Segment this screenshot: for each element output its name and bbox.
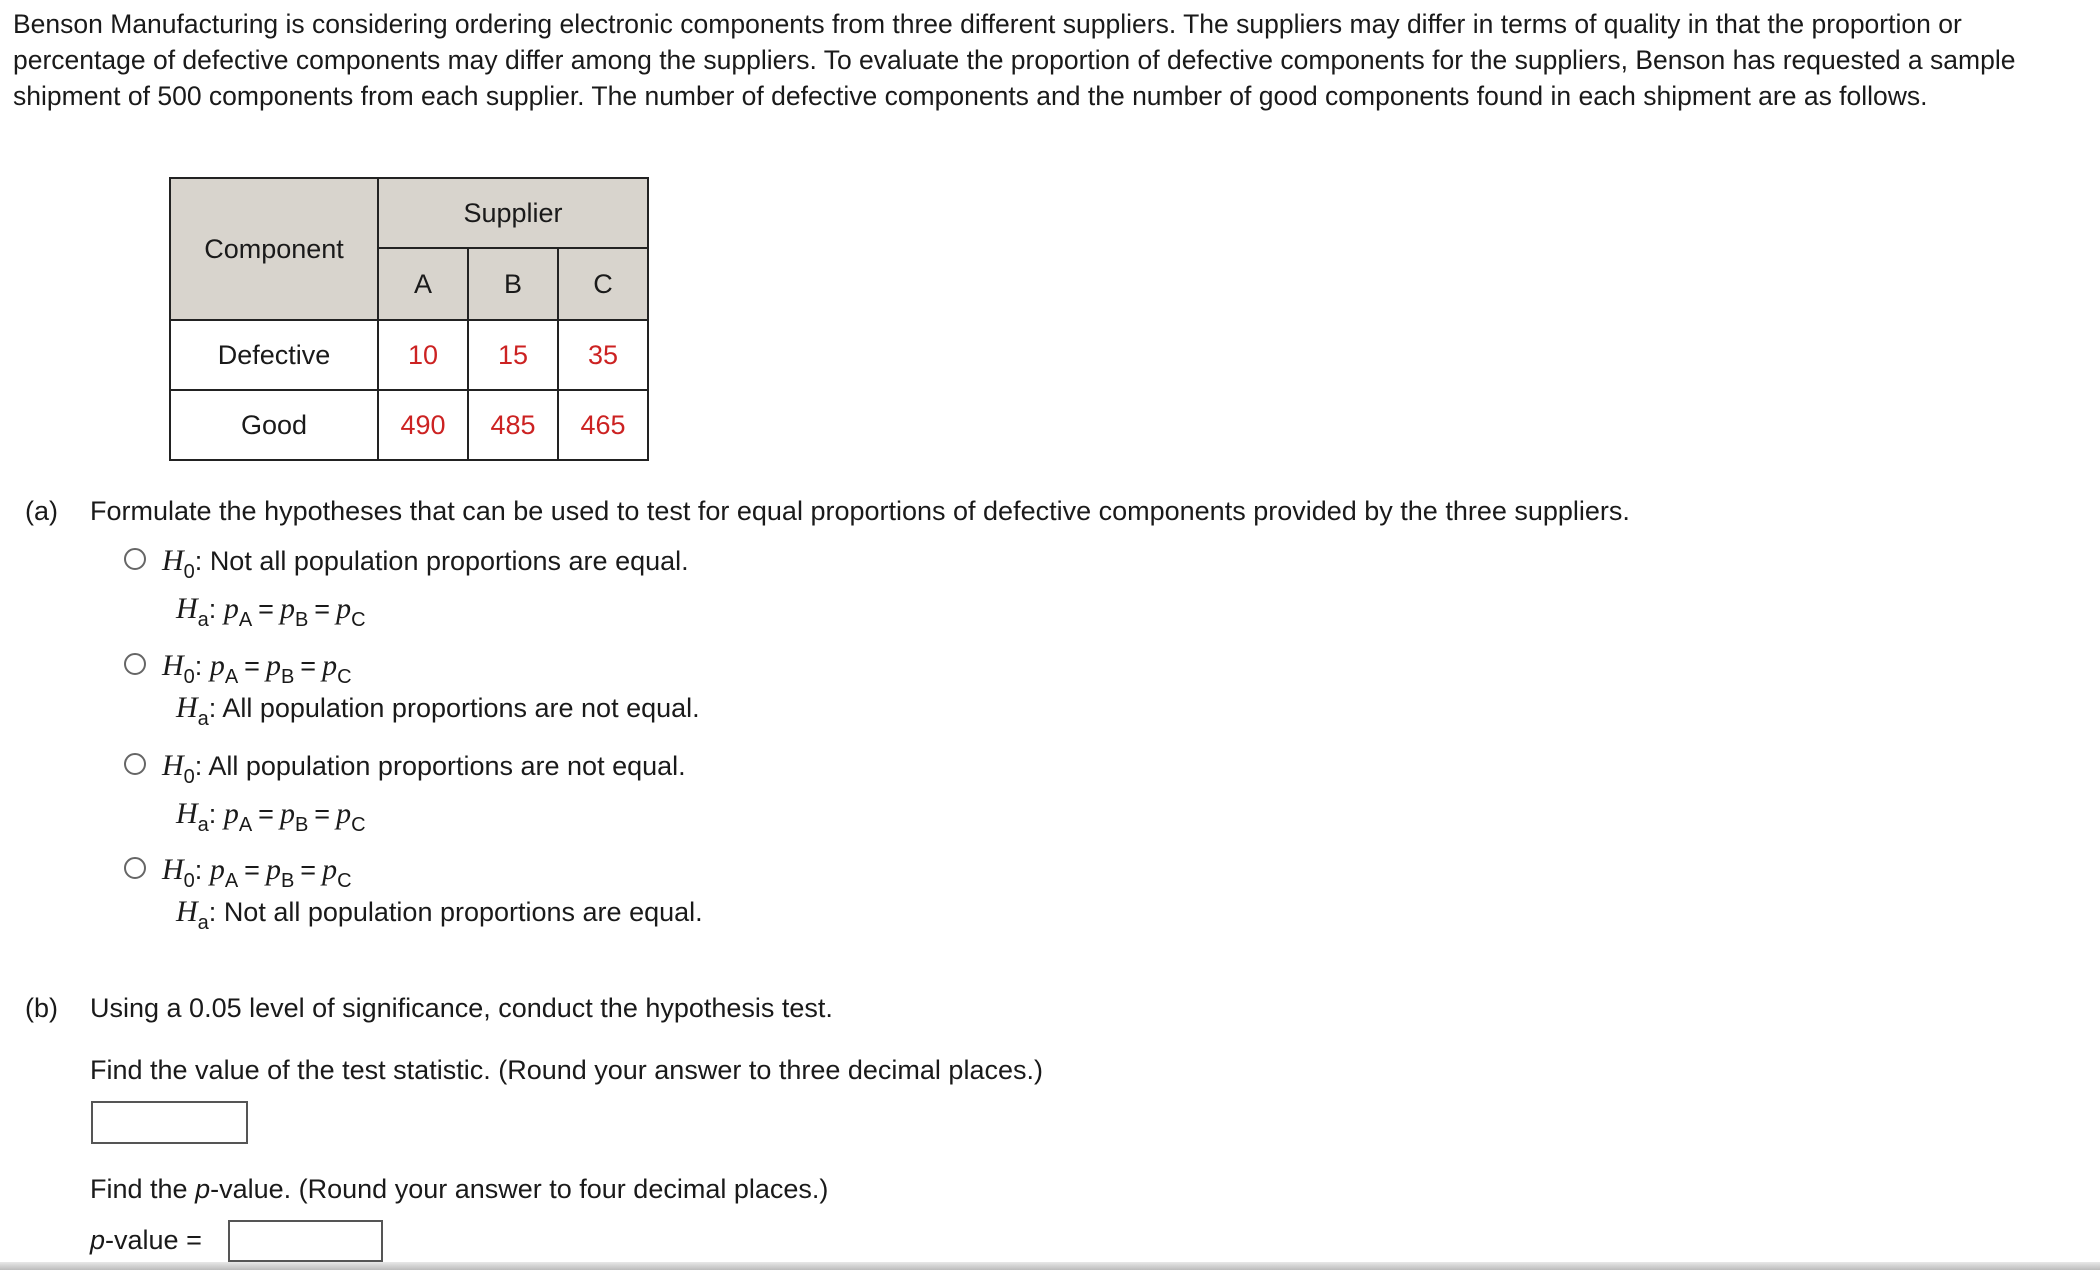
part-a-question: Formulate the hypotheses that can be used to test for equal proportions of defective components provided by the three suppliers. xyxy=(90,496,1630,526)
p-italic: p xyxy=(195,1174,211,1204)
part-b-intro: Using a 0.05 level of significance, conduct the hypothesis test. xyxy=(90,993,833,1023)
h0-text: Not all population proportions are equal. xyxy=(209,546,689,576)
test-statistic-input[interactable] xyxy=(91,1101,248,1144)
cell-good-b: 485 xyxy=(468,390,558,460)
p-value-prompt-prefix: Find the xyxy=(90,1174,196,1204)
row-label: Good xyxy=(170,390,378,460)
row-label: Defective xyxy=(170,320,378,390)
p-value-label xyxy=(90,1225,202,1256)
cell-good-a: 490 xyxy=(378,390,468,460)
supplier-b-header: B xyxy=(468,248,558,320)
radio-button[interactable] xyxy=(124,753,146,775)
p-value-input[interactable] xyxy=(228,1220,383,1262)
test-statistic-prompt: Find the value of the test statistic. (Round your answer to three decimal places.) xyxy=(90,1055,1043,1085)
supplier-table xyxy=(169,177,649,461)
p-italic: p xyxy=(90,1225,106,1255)
supplier-c-header: C xyxy=(558,248,648,320)
h0-text: All population proportions are not equal. xyxy=(208,751,686,781)
radio-button[interactable] xyxy=(124,653,146,675)
p-value-label-suffix: -value = xyxy=(105,1225,202,1255)
cell-defective-b: 15 xyxy=(468,320,558,390)
p-value-prompt-suffix: -value. (Round your answer to four decimal places.) xyxy=(210,1174,829,1204)
part-a-label: (a) xyxy=(25,496,58,526)
supplier-header: Supplier xyxy=(378,178,648,248)
table-row-good xyxy=(170,390,648,460)
table-row-defective xyxy=(170,320,648,390)
bottom-edge xyxy=(0,1262,2100,1270)
p-value-prompt xyxy=(90,1174,828,1205)
radio-button[interactable] xyxy=(124,548,146,570)
cell-defective-c: 35 xyxy=(558,320,648,390)
component-header: Component xyxy=(170,178,378,320)
supplier-a-header: A xyxy=(378,248,468,320)
cell-good-c: 465 xyxy=(558,390,648,460)
ha-text: All population proportions are not equal. xyxy=(222,693,700,723)
part-b-label: (b) xyxy=(25,993,58,1023)
radio-button[interactable] xyxy=(124,857,146,879)
cell-defective-a: 10 xyxy=(378,320,468,390)
ha-text: Not all population proportions are equal. xyxy=(223,897,703,927)
problem-intro: Benson Manufacturing is considering ordering electronic components from three different suppliers. The suppliers may differ in terms of quality in that the proportion or percentage of defective components may differ among the suppliers. To evaluate the proportion of defective components for the suppliers, Benson has requested a sample shipment of 500 components from each supplier. The number of defective components and the number of good components found in each shipment are as follows. xyxy=(13,9,2016,111)
